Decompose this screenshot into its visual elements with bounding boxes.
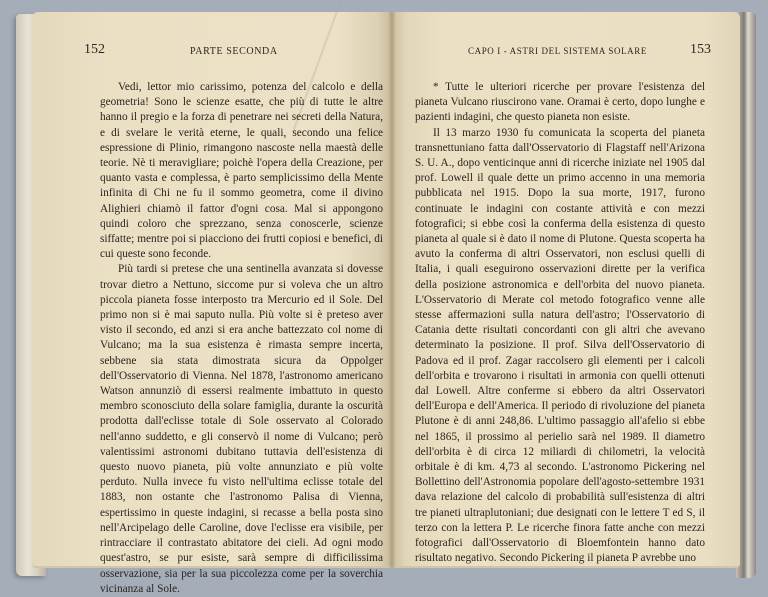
right-page-body (415, 80, 705, 567)
left-running-head: PARTE SECONDA (190, 46, 278, 57)
right-page-number: 153 (690, 42, 711, 57)
paragraph: * Tutte le ulteriori ricerche per provare l'esistenza del pianeta Vulcano riuscirono vane. Oramai è certo, dopo lunghe e pazienti indagini, che questo pianeta non esiste. (415, 81, 705, 124)
paragraph: Più tardi si pretese che una sentinella avanzata si dovesse trovar dietro a Nettuno, siccome pur si voleva che un altro piccola pianeta fosse interposto tra Mercurio ed il Sole. Del primo non si è mai saputo nulla. Più volte si è preteso aver visto il secondo, ed anzi si era anche battezzato col nome di Vulcano; ma la sua esistenza è rimasta sempre incerta, sebbene sia stata dimostrata sicura da Oppolger dell'Osservatorio di Vienna. Nel 1878, l'astronomo americano Watson annunziò di essersi realmente imbattuto in questo membro sconosciuto della solare famiglia, durante la oscurità prodotta dall'eclisse totale di Sole osservato al Colorado nell'anno suddetto, e gli conservò il nome di Vulcano; però valentissimi astronomi dubitano tuttavia dell'esistenza di questo nuovo pianeta, più volte annunziato e più volte perduto. Nulla invece fu visto nell'ultima eclisse totale del 1883, non ostante che l'astronomo Palisa di Vienna, espertissimo in queste indagini, si recasse a bella posta sino nell'Arcipelago delle Caroline, dove l'eclisse era visibile, per rintracciare il contrastato abitatore dei cieli. Ad ogni modo quest'astro, se pur esiste, sarà sempre di difficilissima osservazione, sia per la sua piccolezza come per la soverchia vicinanza al Sole. (100, 263, 383, 595)
left-page-body (100, 80, 383, 597)
left-page-number: 152 (84, 42, 105, 57)
paragraph: Vedi, lettor mio carissimo, potenza del calcolo e della geometria! Sono le scienze esatte, che più di tutte le altre hanno il pregio e la forza di penetrare nei secreti della Natura, e di svelare le verità eterne, le quali, secondo una felice espressione di Plinio, rimangono nascoste nella maestà delle teorie. Nè ti meravigliare; poichè l'opera della Creazione, per quanto vasta e complessa, è parto semplicissimo della Mente infinita di Chi ne fu il sommo geometra, come il divino Alighieri chiamò il fattor d'ogni cosa. Mal si appongono quindi coloro che sprezzano, senza conoscerle, scienze siffatte; mentre poi si piacciono dei frutti copiosi e benefici, di cui queste sono feconde. (100, 81, 383, 261)
book-gutter (388, 12, 396, 568)
right-running-head: CAPO I - ASTRI DEL SISTEMA SOLARE (468, 46, 647, 56)
paragraph: Il 13 marzo 1930 fu comunicata la scoperta del pianeta transnettuniano fatta dall'Osservatorio di Flagstaff nell'Arizona S. U. A., dopo venticinque anni di ricerche iniziate nel 1905 dal prof. Lowell il quale dette un primo accenno in una memoria pubblicata nel 1915. Dopo la sua morte, 1917, furono continuate le indagini con costante attività e con mezzi fotografici; si ebbe così la conferma della esistenza di questo pianeta al quale si è dato il nome di Plutone. Questa scoperta ha avuto la conferma di altri Osservatori, non esclusi quelli di Italia, i quali eseguirono osservazioni dirette per la verifica della posizione astronomica e dell'orbita del nuovo pianeta. L'Osservatorio di Merate col metodo fotografico venne alle stesse affermazioni sulla natura dell'astro; l'Osservatorio di Catania dette risultati concordanti con gli altri che avevano determinato la posizione. Il prof. Silva dell'Osservatorio di Padova ed il prof. Zagar raccolsero gli elementi per i calcoli dell'orbita e trovarono i risultati in armonia con quelli ottenuti dal Lowell. Altre conferme si ebbero da altri Osservatori dell'Europa e dell'America. Il periodo di rivoluzione del pianeta Plutone è di anni 248,86. L'ultimo passaggio all'afelio si ebbe nel 1865, il prossimo al perielio sarà nel 1989. Il diametro dell'orbita è di circa 12 miliardi di chilometri, la velocità orbitale è di km. 4,73 al secondo. L'astronomo Pickering nel Bollettino dell'Astronomia popolare dell'agosto-settembre 1931 dava relazione del calcolo di probabilità sull'esistenza di altri tre pianeti ultraplutoniani; due designati con le lettere T ed S, il terzo con la lettera P. Le ricerche finora fatte anche con mezzi fotografici dall'Osservatorio di Bloemfontein hanno dato risultato negativo. Secondo Pickering il pianeta P avrebbe uno (415, 126, 705, 565)
